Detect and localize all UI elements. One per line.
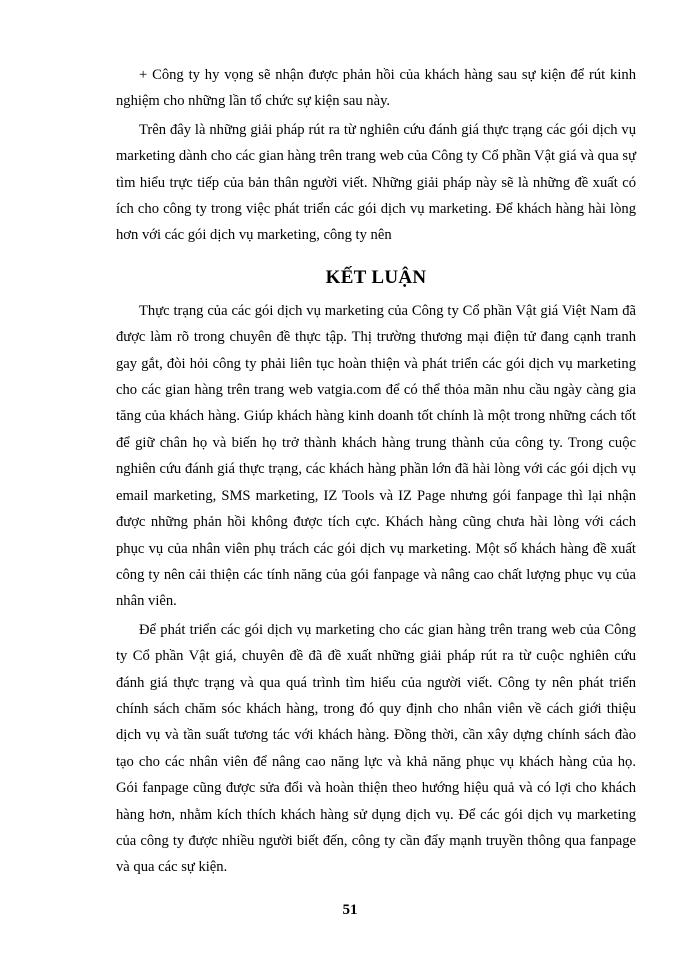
- page-content: [116, 62, 636, 881]
- paragraph-conclusion-2: Để phát triển các gói dịch vụ marketing cho các gian hàng trên trang web của Công ty Cổ phần Vật giá, chuyên đề đã đề xuất những giải pháp rút ra từ cuộc nghiên cứu đánh giá thực trạng và qua quá trình tìm hiểu của người viết. Công ty nên phát triển chính sách chăm sóc khách hàng, trong đó quy định cho nhân viên về cách giới thiệu dịch vụ và tần suất tương tác với khách hàng. Đồng thời, cần xây dựng chính sách đào tạo cho các nhân viên để nâng cao năng lực và khả năng phục vụ khách hàng của họ. Gói fanpage cũng được sửa đổi và hoàn thiện theo hướng hiệu quả và có lợi cho khách hàng hơn, nhằm kích thích khách hàng sử dụng dịch vụ. Để các gói dịch vụ marketing của công ty được nhiều người biết đến, công ty cần đẩy mạnh truyền thông qua fanpage và qua các sự kiện.: [116, 621, 636, 876]
- paragraph-solutions-summary: Trên đây là những giải pháp rút ra từ nghiên cứu đánh giá thực trạng các gói dịch vụ marketing dành cho các gian hàng trên trang web của Công ty Cổ phần Vật giá và qua sự tìm hiểu trực tiếp của bản thân người viết. Những giải pháp này sẽ là những đề xuất có ích cho công ty trong việc phát triển các gói dịch vụ marketing. Để khách hàng hài lòng hơn với các gói dịch vụ marketing, công ty nên: [116, 121, 636, 244]
- page-number: 51: [342, 902, 358, 918]
- paragraph-conclusion-1: Thực trạng của các gói dịch vụ marketing của Công ty Cổ phần Vật giá Việt Nam đã được làm rõ trong chuyên đề thực tập. Thị trường thương mại điện tử đang cạnh tranh gay gắt, đòi hỏi công ty phải liên tục hoàn thiện và phát triển các gói dịch vụ marketing cho các gian hàng trên trang web vatgia.com để có thể thỏa mãn nhu cầu ngày càng gia tăng của khách hàng. Giúp khách hàng kinh doanh tốt chính là một trong những cách tốt để giữ chân họ và biến họ trở thành khách hàng trung thành của công ty. Trong cuộc nghiên cứu đánh giá thực trạng, các khách hàng phần lớn đã hài lòng với các gói dịch vụ email marketing, SMS marketing, IZ Tools và IZ Page nhưng gói fanpage thì lại nhận được những phản hồi không được tích cực. Khách hàng cũng chưa hài lòng với cách phục vụ của nhân viên phụ trách các gói dịch vụ marketing. Một số khách hàng đề xuất công ty nên cải thiện các tính năng của gói fanpage và nâng cao chất lượng phục vụ của nhân viên.: [116, 302, 636, 610]
- section-heading-conclusion: KẾT LUẬN: [325, 266, 427, 288]
- paragraph-feedback: + Công ty hy vọng sẽ nhận được phản hồi của khách hàng sau sự kiện để rút kinh nghiệm cho những lần tổ chức sự kiện sau này.: [116, 67, 636, 110]
